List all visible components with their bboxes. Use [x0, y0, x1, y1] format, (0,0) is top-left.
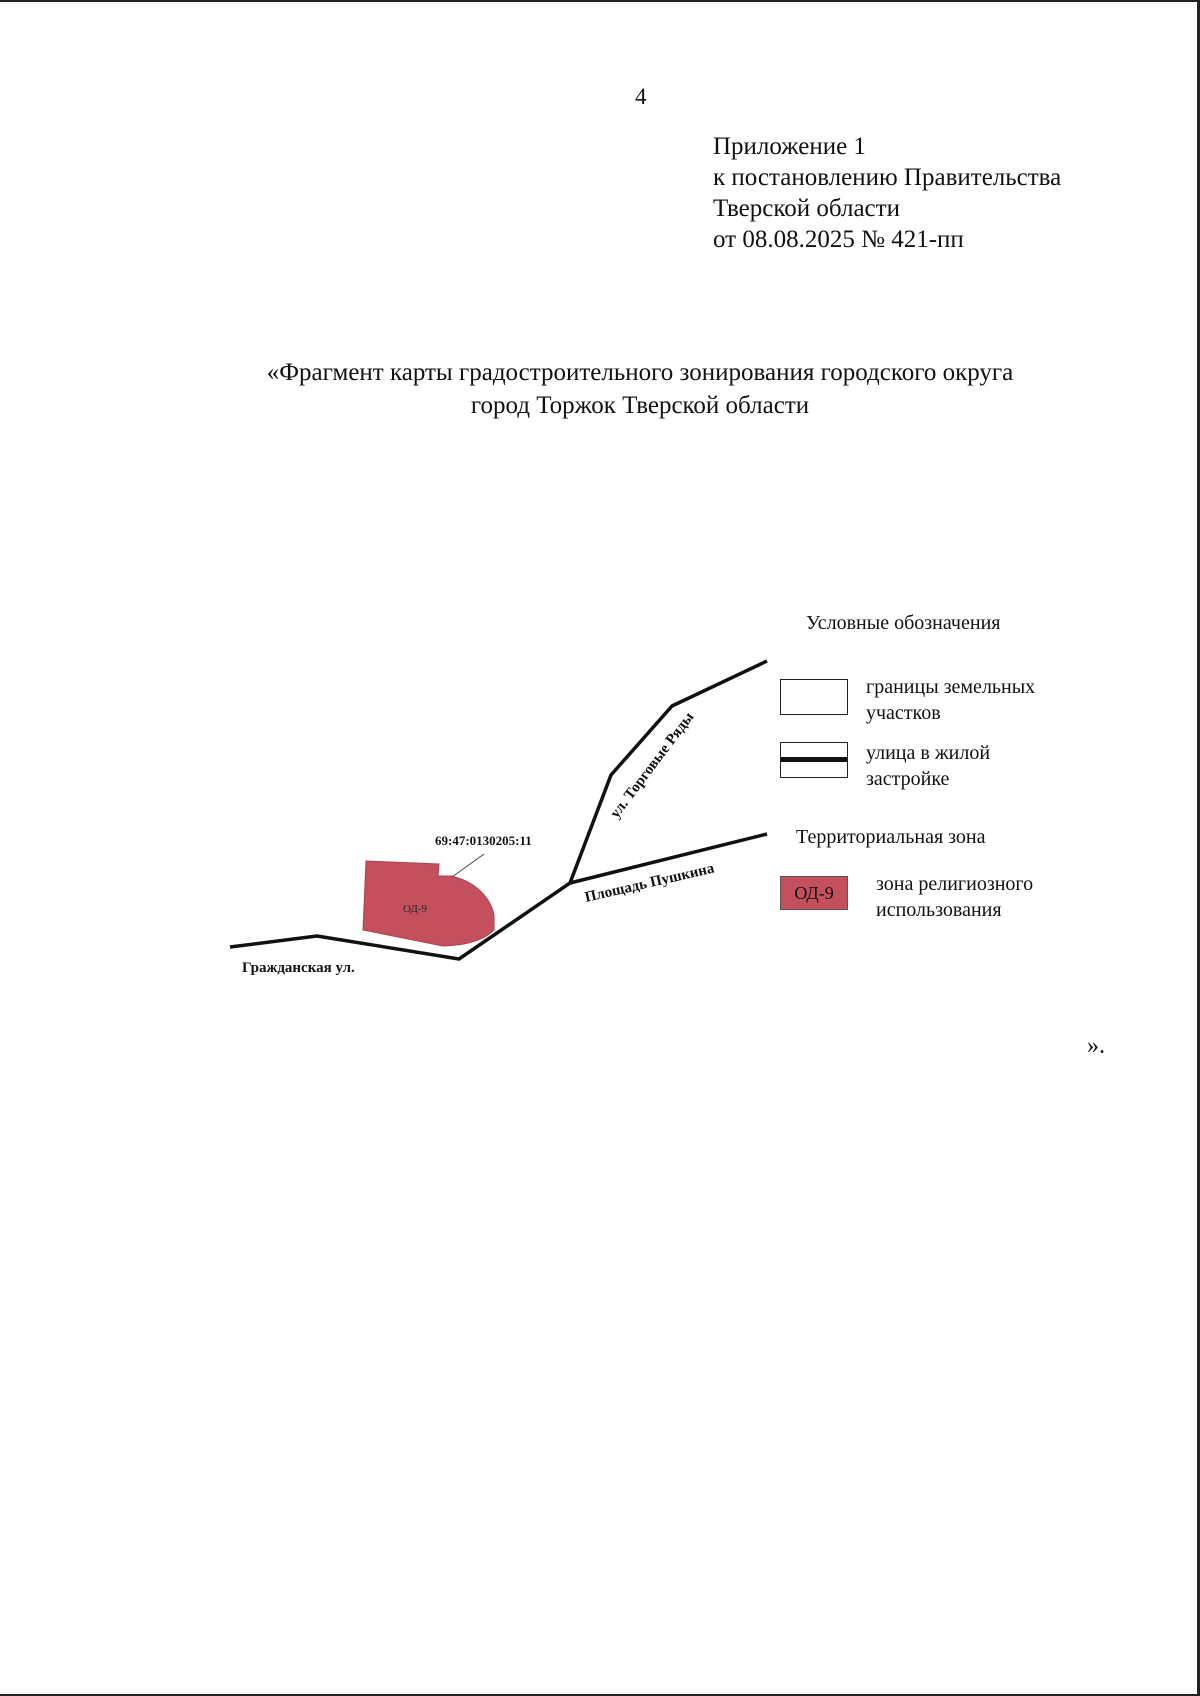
street-line-torgovye-ryady	[570, 661, 767, 883]
legend-parcel-text	[866, 674, 1035, 726]
street-label-grazhdanskaya: Гражданская ул.	[242, 960, 355, 976]
legend-parcel-swatch	[780, 679, 848, 715]
cadastral-number-label: 69:47:0130205:11	[435, 833, 532, 848]
title-line: город Торжок Тверской области	[470, 392, 810, 419]
zone-parcel	[363, 861, 494, 946]
appendix-line: Приложение 1	[713, 133, 866, 160]
legend-street-bar	[781, 757, 847, 762]
legend-parcel-line: участков	[866, 702, 941, 724]
page-number: 4	[635, 84, 647, 109]
legend-street-line: застройке	[866, 768, 950, 790]
title-line: «Фрагмент карты градостроительного зонирования городского округа	[266, 359, 1014, 386]
appendix-line: от 08.08.2025 № 421-пп	[713, 226, 964, 253]
street-label-torgovye-ryady: ул. Торговые Ряды	[607, 709, 698, 822]
legend-zone-line: использования	[876, 899, 1002, 921]
legend-title: Условные обозначения	[806, 612, 1001, 634]
legend-parcel-line: границы земельных	[866, 676, 1036, 698]
legend-territorial-zone-title: Территориальная зона	[796, 826, 986, 848]
legend-street-swatch	[780, 742, 848, 778]
appendix-line: к постановлению Правительства	[713, 164, 1062, 191]
legend-street-line: улица в жилой	[866, 742, 991, 764]
cadastral-leader-line	[452, 854, 484, 877]
zone-code-label: ОД-9	[402, 903, 428, 915]
legend-zone-swatch: ОД-9	[780, 876, 848, 910]
closing-quote: ».	[1087, 1033, 1105, 1059]
legend-zone-line: зона религиозного	[876, 873, 1034, 895]
legend-zone-text	[876, 871, 1033, 923]
appendix-line: Тверской области	[713, 195, 900, 222]
street-label-ploshchad-pushkina: Площадь Пушкина	[583, 860, 716, 906]
legend-street-text	[866, 740, 990, 792]
